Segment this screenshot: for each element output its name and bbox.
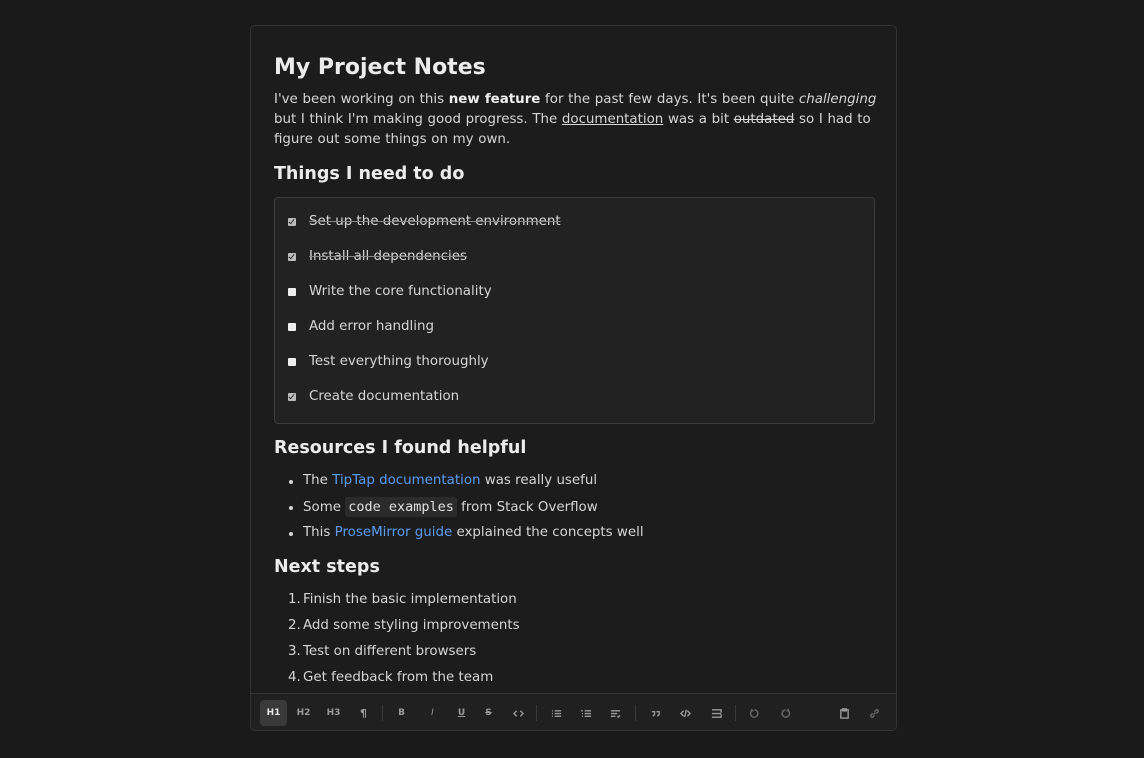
resources-list (274, 468, 874, 546)
underline-button[interactable]: U (457, 708, 466, 718)
italic-button[interactable]: I (431, 708, 434, 718)
list-item: This ProseMirror guide explained the concepts well (274, 520, 874, 546)
h1-button[interactable]: H1 (260, 700, 287, 726)
list-item: 2. Add some styling improvements (288, 618, 520, 633)
task-label: Test everything thoroughly (309, 354, 489, 369)
checkbox-unchecked-icon[interactable] (288, 323, 296, 331)
ordered-list-button[interactable] (573, 700, 600, 726)
task-list-icon (610, 708, 621, 719)
redo-icon (780, 708, 791, 719)
list-item: Some code examples from Stack Overflow (274, 494, 874, 520)
h2-button[interactable]: H2 (296, 708, 311, 718)
code-block-icon (680, 708, 691, 719)
toolbar-divider (536, 705, 537, 721)
editor-panel (250, 25, 897, 731)
list-item: 3. Test on different browsers (288, 644, 477, 659)
code-block-button[interactable] (672, 700, 699, 726)
next-steps-heading: Next steps (274, 557, 380, 577)
code-icon (513, 708, 524, 719)
task-label: Set up the development environment (309, 214, 561, 229)
next-steps-list (274, 587, 874, 691)
bullet-list-button[interactable] (543, 700, 570, 726)
checkbox-unchecked-icon[interactable] (288, 358, 296, 366)
list-item: 1. Finish the basic implementation (288, 592, 517, 607)
link-icon (869, 708, 880, 719)
list-item: 4. Get feedback from the team (288, 670, 494, 685)
resources-heading: Resources I found helpful (274, 438, 527, 458)
strikethrough-text: outdated (733, 112, 795, 127)
inline-code: code examples (345, 497, 457, 517)
bold-button[interactable]: B (398, 708, 405, 718)
horizontal-rule-icon (711, 708, 722, 719)
paragraph-button[interactable]: ¶ (360, 706, 367, 720)
checkbox-checked-icon[interactable] (288, 218, 296, 226)
horizontal-rule-button[interactable] (703, 700, 730, 726)
task-label: Add error handling (309, 319, 434, 334)
prosemirror-guide-link[interactable]: ProseMirror guide (334, 525, 453, 540)
task-list-button[interactable] (602, 700, 629, 726)
bold-text: new feature (448, 92, 541, 107)
tiptap-docs-link[interactable]: TipTap documentation (332, 473, 481, 488)
bullet-list-icon (551, 708, 562, 719)
undo-button[interactable] (741, 700, 768, 726)
clipboard-button[interactable] (831, 700, 858, 726)
list-item: The TipTap documentation was really useful (274, 468, 874, 494)
undo-icon (749, 708, 760, 719)
clipboard-icon (839, 708, 850, 719)
quote-icon (650, 708, 661, 719)
toolbar-divider (635, 705, 636, 721)
redo-button[interactable] (772, 700, 799, 726)
blockquote-button[interactable] (642, 700, 669, 726)
tasks-heading: Things I need to do (274, 164, 465, 184)
toolbar-divider (382, 705, 383, 721)
toolbar-divider (735, 705, 736, 721)
task-label: Install all dependencies (309, 249, 467, 264)
checkbox-checked-icon[interactable] (288, 253, 296, 261)
task-label: Create documentation (309, 389, 460, 404)
formatting-toolbar (251, 693, 897, 731)
doc-title: My Project Notes (274, 55, 486, 80)
task-list (274, 197, 875, 424)
task-label: Write the core functionality (309, 284, 492, 299)
checkbox-checked-icon[interactable] (288, 393, 296, 401)
code-button[interactable] (505, 700, 532, 726)
ordered-list-icon (581, 708, 592, 719)
h3-button[interactable]: H3 (326, 708, 341, 718)
checkbox-unchecked-icon[interactable] (288, 288, 296, 296)
link-button[interactable] (861, 700, 888, 726)
underlined-text: documentation (561, 112, 664, 127)
strike-button[interactable]: S (485, 708, 492, 718)
italic-text: challenging (798, 92, 877, 107)
intro-paragraph: I've been working on this new feature for the past few days. It's been quite challenging but I think I'm making good progress. The documentation was a bit outdated so I had to figure out some things on my own. (274, 92, 877, 147)
